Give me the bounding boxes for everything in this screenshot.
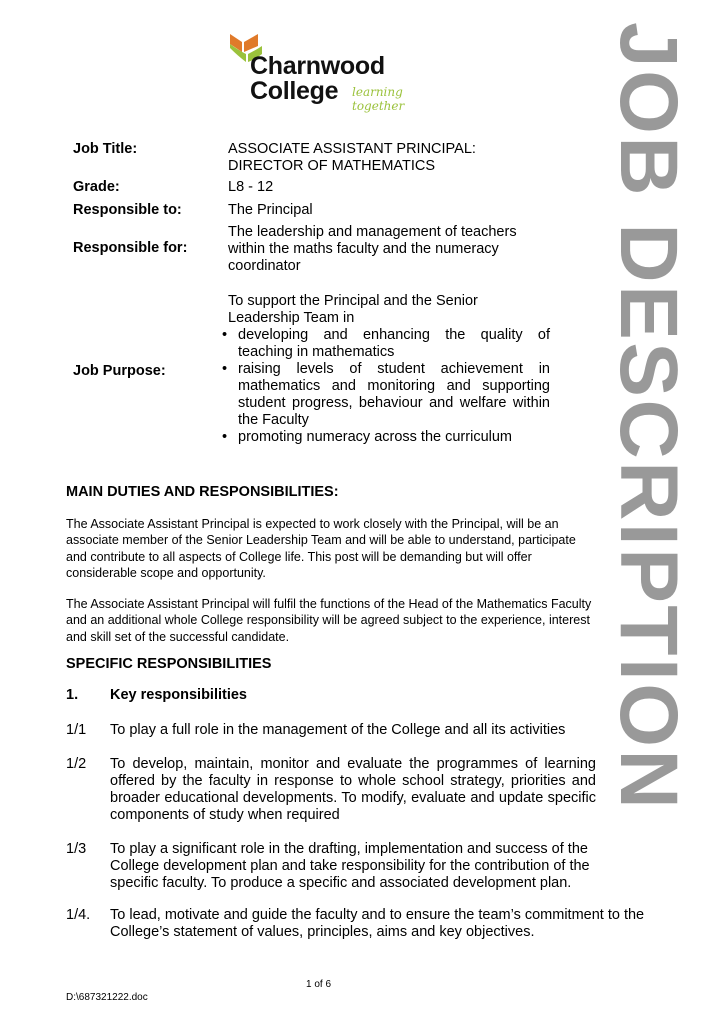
job-title-label: Job Title: bbox=[73, 141, 138, 157]
logo-name: Charnwood College bbox=[250, 52, 385, 105]
main-duties-heading: MAIN DUTIES AND RESPONSIBILITIES: bbox=[66, 484, 339, 500]
job-purpose-label: Job Purpose: bbox=[73, 363, 166, 379]
job-purpose-list bbox=[222, 327, 550, 446]
specific-heading: SPECIFIC RESPONSIBILITIES bbox=[66, 656, 272, 672]
main-duties-paragraph: The Associate Assistant Principal will fulfil the functions of the Head of the Mathematics Faculty and an additional whole College responsibility will be agreed subject to the experience, interest and skill set of the successful candidate. bbox=[66, 597, 592, 644]
logo-tagline: learning together bbox=[352, 85, 405, 113]
responsible-to-value: The Principal bbox=[228, 202, 313, 218]
list-item: • developing and enhancing the quality of teaching in mathematics bbox=[222, 327, 550, 361]
grade-label: Grade: bbox=[73, 179, 120, 195]
side-title: JOB DESCRIPTION bbox=[603, 22, 694, 812]
responsible-to-label: Responsible to: bbox=[73, 202, 182, 218]
footer-filename: D:\687321222.doc bbox=[66, 992, 148, 1003]
grade-value: L8 - 12 bbox=[228, 179, 274, 195]
list-item: • promoting numeracy across the curriculum bbox=[222, 429, 550, 446]
list-item: • raising levels of student achievement in mathematics and monitoring and supporting student progress, behaviour and welfare within the Faculty bbox=[222, 361, 550, 429]
page-number: 1 of 6 bbox=[306, 979, 332, 990]
job-title-value: ASSOCIATE ASSISTANT PRINCIPAL: DIRECTOR OF MATHEMATICS bbox=[228, 141, 476, 174]
college-logo bbox=[228, 30, 448, 112]
responsible-for-value: The leadership and management of teachers within the maths faculty and the numeracy coordinator bbox=[228, 224, 517, 274]
job-purpose-value bbox=[222, 293, 550, 446]
responsible-for-label: Responsible for: bbox=[73, 240, 188, 256]
job-purpose-intro: To support the Principal and the Senior Leadership Team in bbox=[228, 293, 478, 326]
main-duties-paragraph: The Associate Assistant Principal is expected to work closely with the Principal, will be an associate member of the Senior Leadership Team and will be able to understand, participate and contribute to all aspects of College life. This post will be demanding but will offer considerable scope and opportunity. bbox=[66, 517, 576, 580]
